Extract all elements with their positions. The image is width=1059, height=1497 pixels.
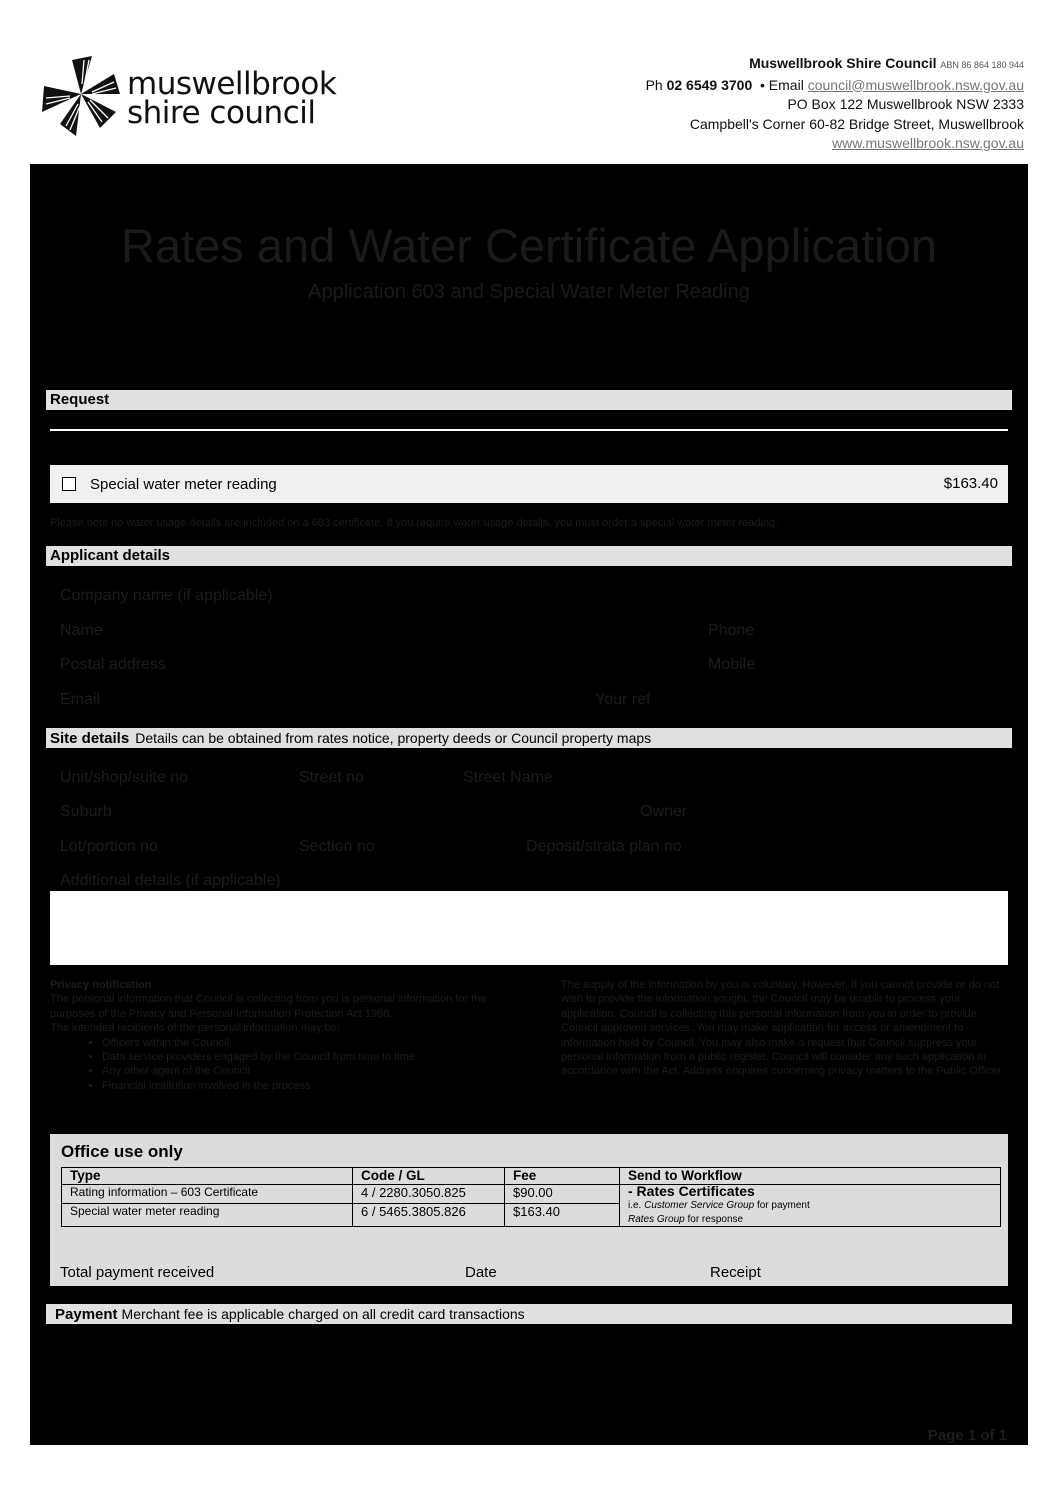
- payment-heading: Payment: [55, 1306, 118, 1323]
- table-header-row: [62, 1168, 1001, 1185]
- additional-details-textarea[interactable]: [50, 891, 1008, 965]
- street-no-field[interactable]: Street no: [299, 769, 364, 786]
- privacy-left-column: [50, 978, 495, 1093]
- site-section-header: [46, 728, 1012, 748]
- list-item: • Data service providers engaged by the Council from time to time: [102, 1050, 495, 1064]
- table-cell: $90.00: [505, 1185, 620, 1204]
- column-header: Code / GL: [353, 1168, 505, 1185]
- workflow-line-1: i.e. Customer Service Group for payment: [628, 1200, 810, 1211]
- list-item: • Financial institution involved in the process: [102, 1079, 495, 1093]
- section-field[interactable]: Section no: [299, 838, 375, 855]
- table-cell: Rating information – 603 Certificate: [62, 1185, 353, 1204]
- workflow-line-2: Rates Group for response: [628, 1214, 744, 1225]
- table-row: [62, 1185, 1001, 1204]
- privacy-heading: Privacy notification: [50, 979, 152, 991]
- column-header: Type: [62, 1168, 353, 1185]
- deposit-plan-field[interactable]: Deposit/strata plan no: [526, 838, 682, 855]
- org-name: Muswellbrook Shire Council: [749, 55, 937, 71]
- special-reading-label: Special water meter reading: [90, 476, 277, 493]
- table-cell: 6 / 5465.3805.826: [353, 1203, 505, 1226]
- workflow-cell: [620, 1185, 1001, 1227]
- abn: ABN 86 864 180 944: [940, 60, 1024, 70]
- lot-field[interactable]: Lot/portion no: [60, 838, 158, 855]
- special-reading-price: $163.40: [943, 475, 998, 492]
- applicant-section-header: [46, 546, 1012, 566]
- suburb-field[interactable]: Suburb: [60, 803, 112, 820]
- privacy-recipients-intro: The intended recipients of the personal information may be:: [50, 1022, 340, 1035]
- applicant-heading: Applicant details: [50, 547, 171, 564]
- email-link[interactable]: council@muswellbrook.nsw.gov.au: [807, 76, 1024, 93]
- payment-note: Merchant fee is applicable charged on all credit card transactions: [121, 1306, 525, 1322]
- street-address: Campbell's Corner 60-82 Bridge Street, Muswellbrook: [689, 115, 1024, 132]
- page-number: Page 1 of 1: [927, 1427, 1007, 1444]
- request-section-header: [46, 390, 1012, 410]
- office-use-panel: [50, 1134, 1008, 1286]
- street-name-field[interactable]: Street Name: [463, 769, 553, 786]
- po-box: PO Box 122 Muswellbrook NSW 2333: [787, 96, 1024, 112]
- privacy-intro: The personal information that Council is collecting from you is personal information for the purposes of the Privacy and Personal Information Protection Act 1998.: [50, 993, 487, 1020]
- email-field[interactable]: Email: [60, 691, 101, 708]
- table-cell: Special water meter reading: [62, 1203, 353, 1226]
- council-logo-icon: [40, 54, 122, 138]
- column-header: Fee: [505, 1168, 620, 1185]
- phone-prefix: Ph: [645, 76, 663, 93]
- form-subtitle: Application 603 and Special Water Meter Reading: [308, 281, 750, 303]
- list-item: • Officers within the Council: [102, 1036, 495, 1050]
- logo-line-2: shire council: [127, 95, 316, 131]
- phone-field[interactable]: Phone: [708, 622, 755, 639]
- logo-line-1: muswellbrook: [127, 66, 337, 102]
- additional-details-label: Additional details (if applicable): [60, 872, 281, 889]
- owner-field[interactable]: Owner: [640, 803, 688, 820]
- company-name-field[interactable]: Company name (if applicable): [60, 587, 273, 604]
- list-item: • Any other agent of the Council: [102, 1064, 495, 1078]
- column-header: Send to Workflow: [620, 1168, 1001, 1185]
- form-title: Rates and Water Certificate Application: [121, 219, 937, 272]
- privacy-right-column: The supply of the information by you is voluntary. However, if you cannot provide or do not wish to provide the information sought, the Council may be unable to process your application. Council is collecting this personal information from you in order to provide Council approved services. You may make application for access or amendment to information held by Council. You may also make a request that Council suppress your personal information from a public register. Council will consider any such application in accordance with the Act. Address enquires concerning privacy matters to the Public Officer.: [561, 979, 1005, 1078]
- email-prefix: • Email: [760, 76, 804, 93]
- special-reading-checkbox[interactable]: [62, 477, 76, 491]
- request-note: Please note no water usage details are included on a 603 certificate. If you require water usage details, you must order a special water meter reading.: [50, 517, 779, 529]
- mobile-field[interactable]: Mobile: [708, 656, 756, 673]
- divider: [50, 429, 1008, 431]
- website-link[interactable]: www.muswellbrook.nsw.gov.au: [832, 135, 1024, 151]
- workflow-title: - Rates Certificates: [628, 1183, 755, 1199]
- request-option-row[interactable]: [50, 465, 1008, 503]
- site-heading: Site details: [50, 730, 130, 747]
- office-fee-table: [61, 1167, 1001, 1227]
- table-cell: $163.40: [505, 1203, 620, 1226]
- total-payment-field[interactable]: Total payment received: [60, 1264, 215, 1281]
- payment-section-header: [46, 1304, 1012, 1324]
- table-cell: 4 / 2280.3050.825: [353, 1185, 505, 1204]
- receipt-field[interactable]: Receipt: [710, 1264, 761, 1281]
- office-heading: Office use only: [61, 1142, 183, 1161]
- site-note: Details can be obtained from rates notice, property deeds or Council property maps: [135, 730, 652, 746]
- name-field[interactable]: Name: [60, 622, 103, 639]
- council-logo-text: [127, 66, 337, 131]
- unit-field[interactable]: Unit/shop/suite no: [60, 769, 189, 786]
- your-ref-field[interactable]: Your ref: [595, 691, 651, 708]
- date-field[interactable]: Date: [465, 1264, 497, 1281]
- postal-address-field[interactable]: Postal address: [60, 656, 166, 673]
- privacy-recipients-list: [50, 1036, 495, 1094]
- request-heading: Request: [50, 391, 110, 408]
- phone-number: 02 6549 3700: [666, 76, 753, 93]
- contact-block: [646, 54, 1024, 154]
